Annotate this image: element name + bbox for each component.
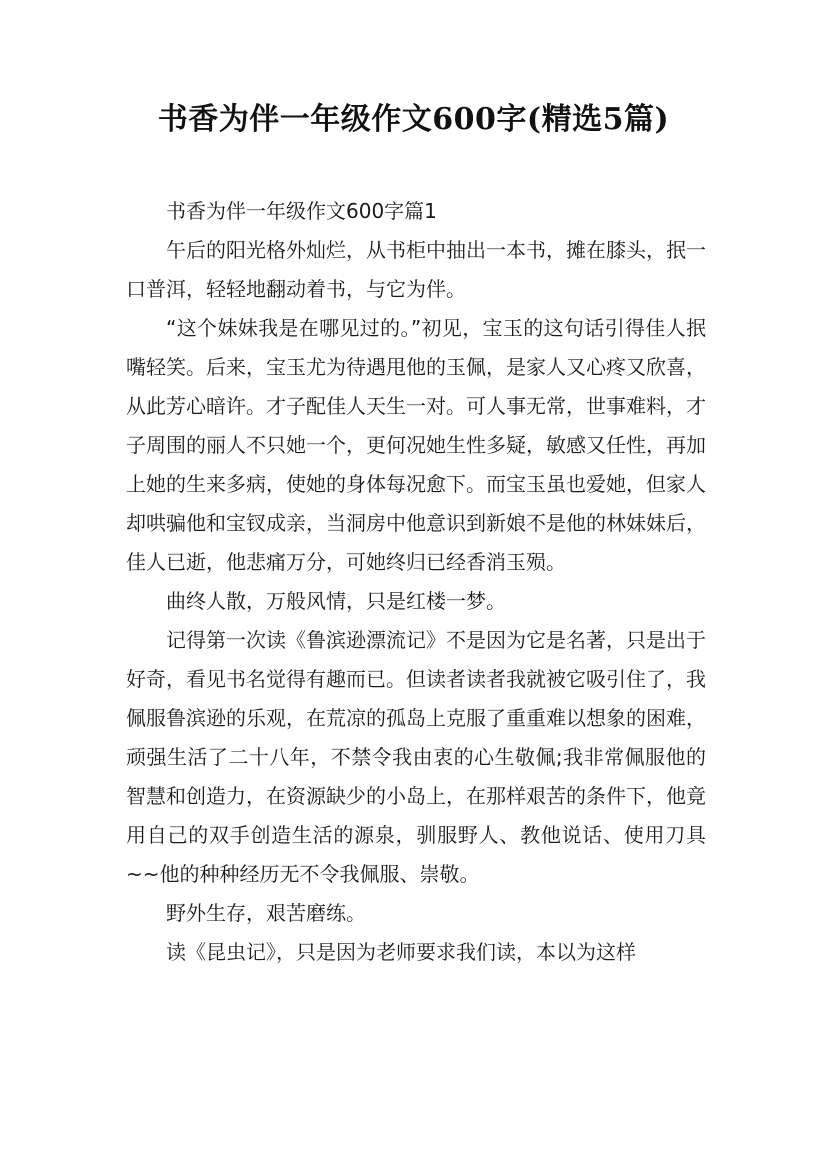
paragraph: 曲终人散，万般风情，只是红楼一梦。 — [166, 589, 506, 613]
document-title: 书香为伴一年级作文600字(精选5篇) — [157, 102, 670, 137]
paragraph: 野外生存，艰苦磨练。 — [166, 901, 366, 925]
paragraph: 记得第一次读《鲁滨逊漂流记》不是因为它是名著，只是出于好奇，看见书名觉得有趣而已。但读者读者我就被它吸引住了，我佩服鲁滨逊的乐观，在荒凉的孤岛上克服了重重难以想象的困难，顽强生活了二十八年，不禁令我由衷的心生敬佩;我非常佩服他的智慧和创造力，在资源缺少的小岛上，在那样艰苦的条件下，他竟用自己的双手创造生活的源泉，驯服野人、教他说话、使用刀具~~他的种种经历无不令我佩服、崇敬。 — [126, 628, 706, 886]
paragraph: 午后的阳光格外灿烂，从书柜中抽出一本书，摊在膝头，抿一口普洱，轻轻地翻动着书，与它为伴。 — [126, 238, 706, 301]
paragraph: 读《昆虫记》，只是因为老师要求我们读，本以为这样 — [166, 940, 636, 964]
section-heading: 书香为伴一年级作文600字篇1 — [166, 199, 437, 223]
document-body — [126, 192, 706, 972]
paragraph: “这个妹妹我是在哪见过的。”初见，宝玉的这句话引得佳人抿嘴轻笑。后来，宝玉尤为待遇甩他的玉佩，是家人又心疼又欣喜，从此芳心暗许。才子配佳人天生一对。可人事无常，世事难料，才子周围的丽人不只她一个，更何况她生性多疑，敏感又任性，再加上她的生来多病，使她的身体每况愈下。而宝玉虽也爱她，但家人却哄骗他和宝钗成亲，当洞房中他意识到新娘不是他的林妹妹后，佳人已逝，他悲痛万分，可她终归已经香消玉殒。 — [126, 316, 706, 574]
